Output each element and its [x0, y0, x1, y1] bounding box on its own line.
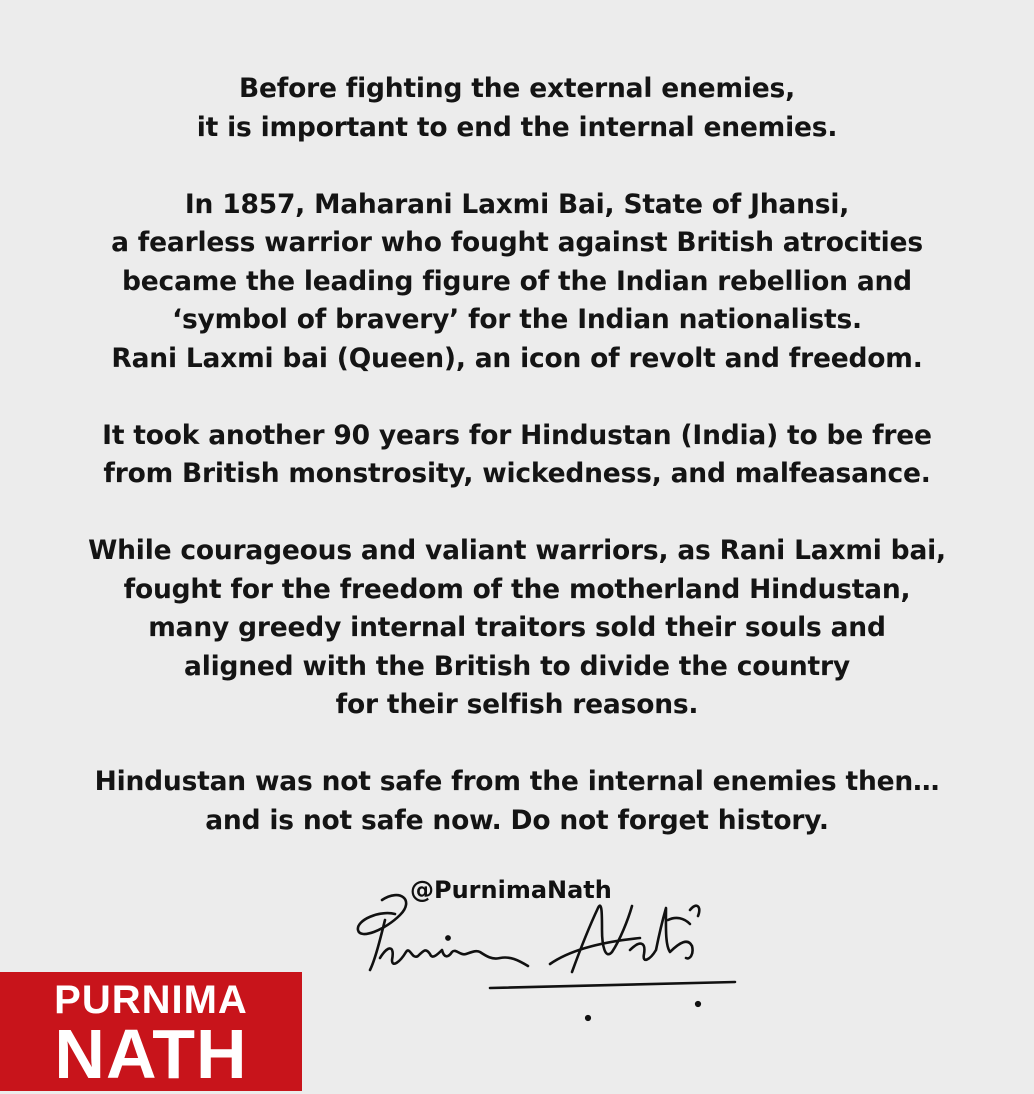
brand-logo — [0, 972, 302, 1091]
logo-last-name: NATH — [54, 1015, 248, 1093]
twitter-handle: @PurnimaNath — [410, 876, 612, 904]
text-line: and is not safe now. Do not forget history. — [205, 804, 829, 836]
paragraph-1 — [0, 70, 1034, 147]
paragraph-3 — [0, 417, 1034, 494]
paragraph-2 — [0, 186, 1034, 379]
text-line: it is important to end the internal enemies. — [196, 111, 838, 143]
text-line: It took another 90 years for Hindustan (India) to be free — [102, 419, 932, 451]
text-line: Rani Laxmi bai (Queen), an icon of revolt and freedom. — [111, 342, 923, 374]
text-line: In 1857, Maharani Laxmi Bai, State of Jhansi, — [184, 188, 850, 220]
text-line: for their selfish reasons. — [335, 689, 699, 720]
text-line: from British monstrosity, wickedness, and malfeasance. — [103, 458, 931, 489]
text-line: fought for the freedom of the motherland Hindustan, — [123, 573, 911, 605]
text-line: a fearless warrior who fought against British atrocities — [111, 227, 923, 258]
text-line: ‘symbol of bravery’ for the Indian nationalists. — [172, 304, 862, 335]
text-line: aligned with the British to divide the country — [184, 650, 850, 682]
text-line: many greedy internal traitors sold their souls and — [148, 612, 886, 643]
statement-text — [0, 70, 1034, 840]
text-line: Before fighting the external enemies, — [239, 73, 795, 104]
logo-first-name: PURNIMA — [54, 978, 248, 1022]
paragraph-5 — [0, 763, 1034, 840]
text-line: Hindustan was not safe from the internal enemies then… — [94, 766, 940, 797]
text-line: became the leading figure of the Indian rebellion and — [122, 265, 912, 297]
text-line: While courageous and valiant warriors, as Rani Laxmi bai, — [88, 535, 946, 566]
paragraph-4 — [0, 532, 1034, 725]
